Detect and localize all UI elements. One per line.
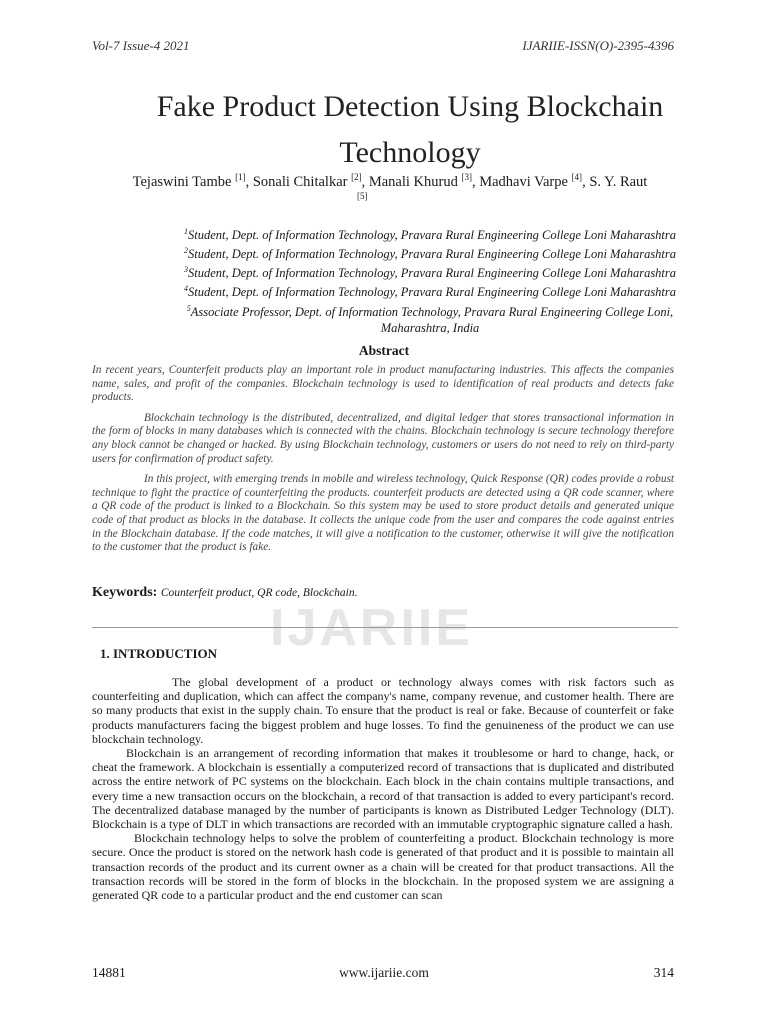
body-paragraph: Blockchain is an arrangement of recording information that makes it troublesome or hard to change, hack, or cheat the framework. A blockchain is essentially a computerized record of transactions that is duplicated and distributed across the entire network of PC systems on the blockchain. Each block in the chain contains multiple transactions, and every time a new transaction occurs on the blockchain, a record of that transaction is added to every participant's record. The decentralized database managed by the number of participants is known as Distributed Ledger Technology (DLT). Blockchain is a type of DLT in which transactions are recorded with an immutable cryptographic signature called a hash. xyxy=(92,746,674,832)
affiliation-text: Student, Dept. of Information Technology, Pravara Rural Engineering College Loni Maharashtra xyxy=(187,266,677,281)
body-paragraph: The global development of a product or technology always comes with risk factors such as counterfeiting and duplication, which can affect the company's name, company revenue, and customer health. There are so many products that exist in the supply chain. To ensure that the product is real or fake. Because of counterfeit or fake products manufacturers facing the biggest problem and huge losses. To find the genuineness of the product we can use blockchain technology. xyxy=(92,675,674,746)
abstract-paragraph: Blockchain technology is the distributed, decentralized, and digital ledger that stores transactional information in the form of blocks in many databases which is connected with the chains. Blockchain technology is secure technology therefore any block cannot be changed or hacked. By using Blockchain technology, customers or users do not need to rely on third-party users for confirmation of product safety. xyxy=(92,411,674,465)
affiliation-num: 1 xyxy=(183,227,188,236)
affiliation-item xyxy=(60,243,768,262)
author-ref: [5] xyxy=(357,191,368,201)
body-paragraph: Blockchain technology helps to solve the problem of counterfeiting a product. Blockchain technology is more secure. Once the product is stored on the network hash code is generated of that product and it is possible to maintain all transaction records of the product and its current owner as a chain will be created for that product transactions. All the transaction records will be stored in the form of blocks in the blockchain. In the proposed system we are assigning a generated QR code to a particular product and the end customer can scan xyxy=(92,831,674,903)
keywords-value: Counterfeit product, QR code, Blockchain. xyxy=(160,587,358,599)
affiliation-num: 4 xyxy=(183,284,188,294)
abstract-heading: Abstract xyxy=(358,343,410,358)
affiliation-text: Student, Dept. of Information Technology, Pravara Rural Engineering College Loni Maharashtra xyxy=(187,228,677,243)
author-name: S. Y. Raut xyxy=(589,173,648,190)
keywords xyxy=(92,585,357,601)
keywords-label: Keywords: xyxy=(92,585,158,600)
journal-website: www.ijariie.com xyxy=(339,965,429,980)
introduction-body xyxy=(92,675,674,902)
section-heading: 1. INTRODUCTION xyxy=(100,646,218,661)
affiliation-continuation: Maharashtra, India xyxy=(380,320,480,335)
abstract-paragraph: In this project, with emerging trends in mobile and wireless technology, Quick Response (QR) codes provide a robust technique to fight the practice of counterfeiting the products. counterfeit products are detected using a QR code scanner, where a QR code of the product is linked to a Blockchain. So this system may be used to store product details and generated unique code of that product as blocks in the database. It collects the unique code from the user and compares the code against entries in the Blockchain database. If the code matches, it will give a notification to the customer, otherwise it will give the notification to the customer that the product is fake. xyxy=(92,473,674,554)
affiliation-text: Associate Professor, Dept. of Information Technology, Pravara Rural Engineering College Loni, xyxy=(190,304,674,319)
author-name: Tejaswini Tambe xyxy=(132,173,232,190)
affiliation-item xyxy=(60,224,768,243)
page-number: 314 xyxy=(653,965,674,980)
title-line-1: Fake Product Detection Using Blockchain xyxy=(156,90,664,123)
abstract-paragraph: In recent years, Counterfeit products play an important role in product manufacturing industries. This affects the companies name, sales, and profit of the companies. Blockchain technology is used to identification of real products and detects fake products. xyxy=(92,364,674,404)
journal-volume: Vol-7 Issue-4 2021 xyxy=(92,38,190,53)
affiliation-item xyxy=(60,281,768,300)
affiliation-text: Student, Dept. of Information Technology, Pravara Rural Engineering College Loni Maharashtra xyxy=(187,285,677,300)
title-line-2: Technology xyxy=(339,136,481,169)
affiliation-num: 5 xyxy=(186,303,191,313)
affiliation-item xyxy=(60,262,768,281)
affiliation-list xyxy=(60,224,768,336)
author-ref: [3] xyxy=(461,172,472,182)
journal-issn: IJARIIE-ISSN(O)-2395-4396 xyxy=(522,38,674,53)
journal-watermark: IJARIIE xyxy=(270,599,474,657)
section-divider xyxy=(92,627,678,628)
affiliation-num: 3 xyxy=(183,265,188,275)
affiliation-num: 2 xyxy=(183,246,188,256)
abstract-body xyxy=(92,364,674,562)
affiliation-item xyxy=(60,301,768,320)
author-name: Madhavi Varpe xyxy=(479,173,568,190)
author-name: Sonali Chitalkar xyxy=(252,173,348,190)
author-name: Manali Khurud xyxy=(368,173,458,190)
author-ref: [1] xyxy=(235,172,246,182)
author-list: Tejaswini Tambe [1], Sonali Chitalkar [2], Manali Khurud [3], Madhavi Varpe [4], S. Y. Raut xyxy=(132,172,648,190)
affiliation-text: Student, Dept. of Information Technology, Pravara Rural Engineering College Loni Maharashtra xyxy=(187,247,677,262)
paper-id: 14881 xyxy=(92,965,126,980)
author-ref: [4] xyxy=(571,172,583,182)
author-ref: [2] xyxy=(351,172,362,182)
paper-title xyxy=(60,84,760,176)
